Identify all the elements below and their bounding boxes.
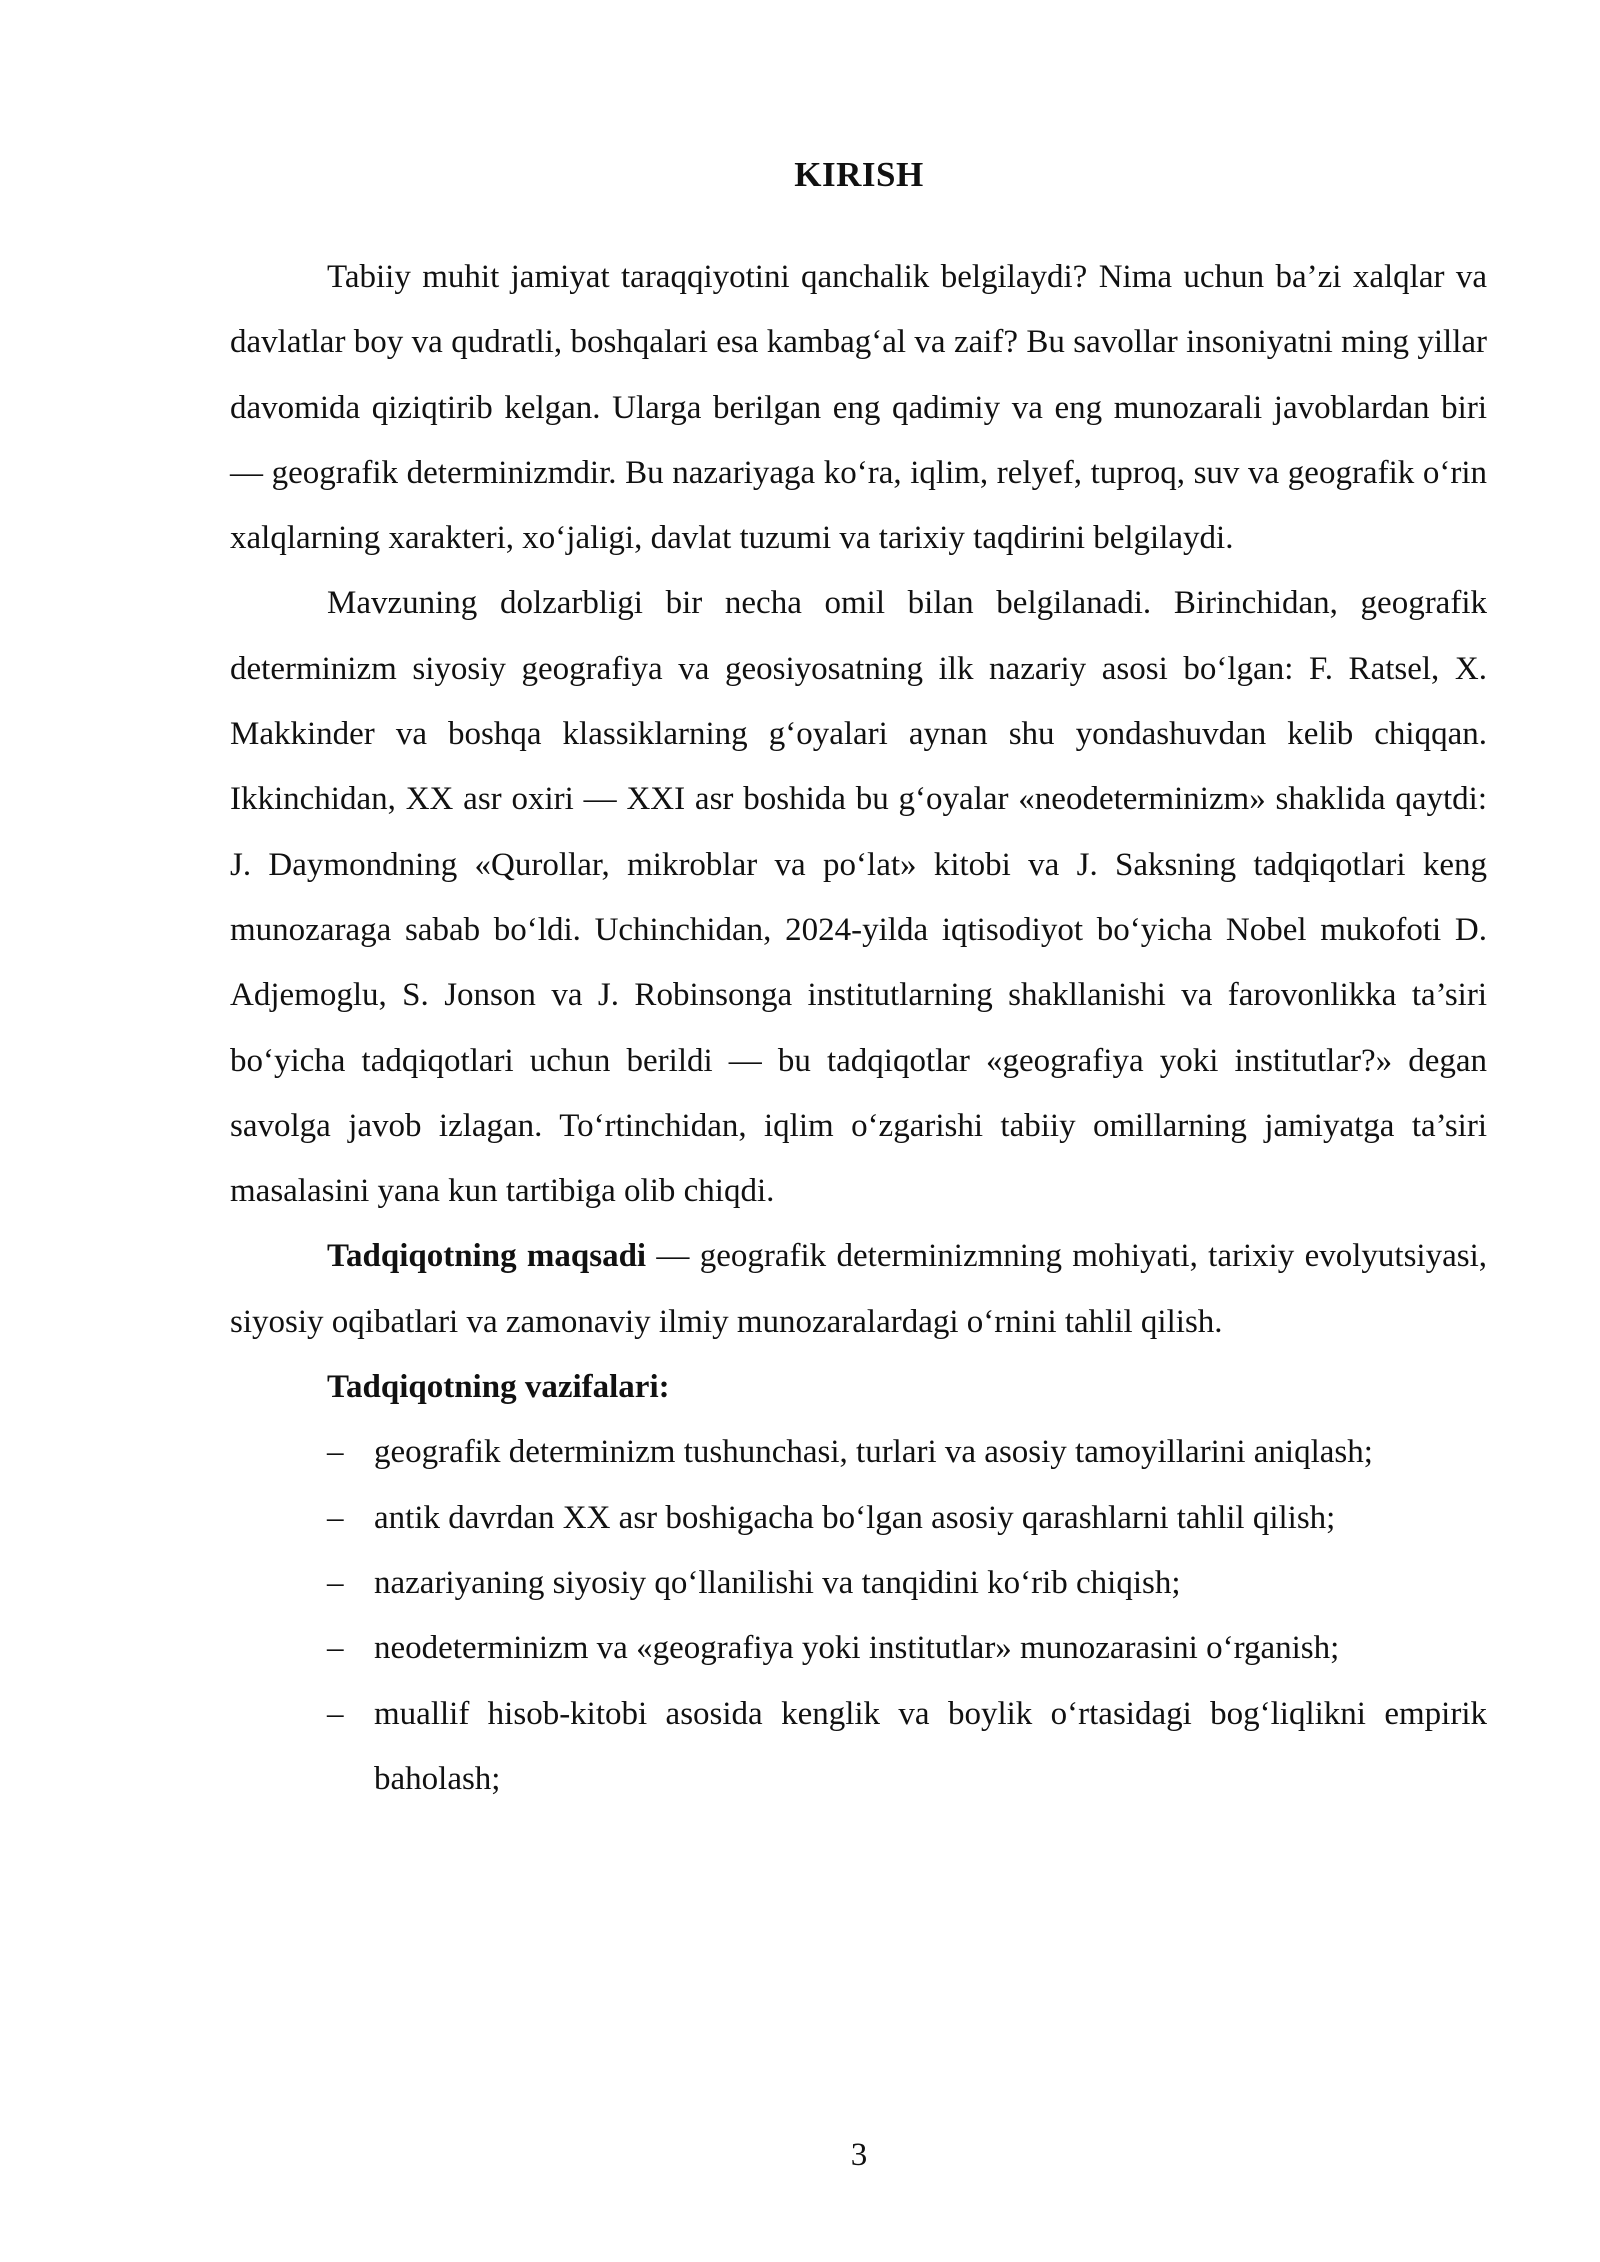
list-item: [230, 1682, 1487, 1813]
list-item: [230, 1616, 1487, 1681]
list-dash: –: [327, 1695, 344, 1732]
list-dash: –: [327, 1630, 344, 1667]
goal-text: — geografik determinizmning mohiyati, tarixiy evolyutsiyasi, siyosiy oqibatlari va zamonaviy ilmiy munozaralardagi o‘rnini tahlil qilish.: [230, 1238, 1488, 1340]
page-number: 3: [850, 2137, 868, 2173]
tasks-list: [230, 1420, 1487, 1812]
list-item-text: neodeterminizm va «geografiya yoki institutlar» munozarasini o‘rganish;: [374, 1630, 1340, 1667]
page-title: KIRISH: [794, 155, 924, 194]
document-body: [230, 245, 1487, 1812]
goal-label: Tadqiqotning maqsadi: [327, 1238, 647, 1275]
list-item: [230, 1551, 1487, 1616]
list-item: [230, 1420, 1487, 1485]
intro-paragraph-1: Tabiiy muhit jamiyat taraqqiyotini qanchalik belgilaydi? Nima uchun ba’zi xalqlar va davlatlar boy va qudratli, boshqalari esa kambag‘al va zaif? Bu savollar insoniyatni ming yillar davomida qiziqtirib kelgan. Ularga berilgan eng qadimiy va eng munozarali javoblardan biri — geografik determinizmdir. Bu nazariyaga ko‘ra, iqlim, relyef, tuproq, suv va geografik o‘rin xalqlarning xarakteri, xo‘jaligi, davlat tuzumi va tarixiy taqdirini belgilaydi.: [230, 259, 1487, 557]
list-dash: –: [327, 1564, 344, 1601]
relevance-paragraph: Mavzuning dolzarbligi bir necha omil bilan belgilanadi. Birinchidan, geografik determinizm siyosiy geografiya va geosiyosatning ilk nazariy asosi bo‘lgan: F. Ratsel, X. Makkinder va boshqa klassiklarning g‘oyalari aynan shu yondashuvdan kelib chiqqan. Ikkinchidan, XX asr oxiri — XXI asr boshida bu g‘oyalar «neodeterminizm» shaklida qaytdi: J. Daymondning «Qurollar, mikroblar va po‘lat» kitobi va J. Saksning tadqiqotlari keng munozaraga sabab bo‘ldi. Uchinchidan, 2024-yilda iqtisodiyot bo‘yicha Nobel mukofoti D. Adjemoglu, S. Jonson va J. Robinsonga institutlarning shakllanishi va farovonlikka ta’siri bo‘yicha tadqiqotlari uchun berildi — bu tadqiqotlar «geografiya yoki institutlar?» degan savolga javob izlagan. To‘rtinchidan, iqlim o‘zgarishi tabiiy omillarning jamiyatga ta’siri masalasini yana kun tartibiga olib chiqdi.: [230, 585, 1487, 1210]
list-item-text: muallif hisob-kitobi asosida kenglik va boylik o‘rtasidagi bog‘liqlikni empirik baholash;: [374, 1695, 1487, 1797]
tasks-heading: Tadqiqotning vazifalari:: [327, 1369, 670, 1406]
list-item-text: geografik determinizm tushunchasi, turlari va asosiy tamoyillarini aniqlash;: [374, 1434, 1373, 1471]
list-item-text: nazariyaning siyosiy qo‘llanilishi va tanqidini ko‘rib chiqish;: [374, 1564, 1181, 1601]
list-item: [230, 1486, 1487, 1551]
list-dash: –: [327, 1499, 344, 1536]
list-dash: –: [327, 1434, 344, 1471]
goal-paragraph: [230, 1224, 1487, 1355]
list-item-text: antik davrdan XX asr boshigacha bo‘lgan asosiy qarashlarni tahlil qilish;: [374, 1499, 1336, 1536]
